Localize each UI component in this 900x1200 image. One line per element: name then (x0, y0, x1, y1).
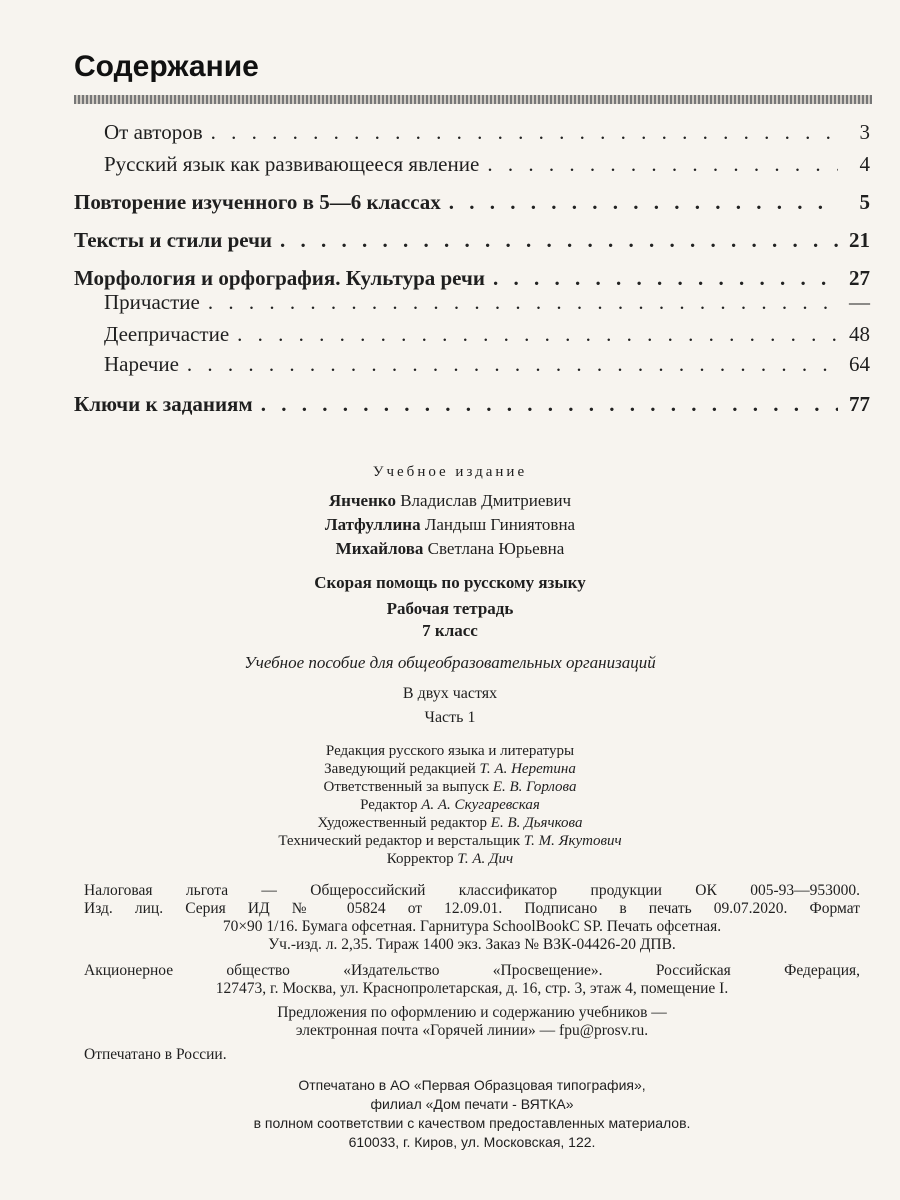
toc-entry (104, 118, 870, 146)
toc-title: Русский язык как развивающееся явление (104, 152, 480, 176)
author-surname: Латфуллина (324, 515, 421, 534)
book-purpose: Учебное пособие для общеобразовательных организаций (244, 653, 656, 672)
printed-in: Отпечатано в России. (84, 1046, 227, 1063)
author-names: Ландыш Гиниятовна (424, 515, 576, 534)
staff-name: Т. А. Неретина (479, 761, 576, 777)
dot-leader (208, 288, 838, 316)
dot-leader (261, 390, 838, 418)
toc-page: 3 (859, 120, 870, 144)
toc-title: Ключи к заданиям (74, 392, 253, 416)
dot-leader (280, 226, 838, 254)
staff-name: Т. М. Якутович (523, 833, 622, 849)
edition-type: Учебное издание (372, 464, 528, 480)
printer-line: 610033, г. Киров, ул. Московская, 122. (348, 1134, 596, 1150)
staff-role: Технический редактор и верстальщик (278, 833, 520, 849)
staff-line (0, 850, 900, 868)
author-names: Светлана Юрьевна (427, 539, 565, 558)
staff-line (0, 742, 900, 760)
toc-title: От авторов (104, 120, 203, 144)
book-title: Скорая помощь по русскому языку (314, 573, 586, 592)
book-parts: В двух частях (402, 685, 498, 702)
author-surname: Янченко (328, 491, 396, 510)
staff-name: Т. А. Дич (457, 851, 514, 867)
book-subtitle: Рабочая тетрадь (386, 599, 514, 618)
dot-leader (237, 320, 838, 348)
tax-line: 70×90 1/16. Бумага офсетная. Гарнитура SchoolBookC SP. Печать офсетная. (222, 918, 722, 935)
staff-name: Е. В. Горлова (492, 779, 577, 795)
staff-line (0, 778, 900, 796)
toc-title: Тексты и стили речи (74, 228, 273, 252)
suggestions-line: электронная почта «Горячей линии» — fpu@prosv.ru. (295, 1022, 649, 1039)
toc-page: 64 (849, 352, 870, 376)
toc-entry (104, 350, 870, 378)
toc-title: Повторение изученного в 5—6 классах (74, 190, 441, 214)
staff-name: А. А. Скугаревская (421, 797, 540, 813)
tax-line: Изд. лиц. Серия ИД № 05824 от 12.09.01. Подписано в печать 09.07.2020. Формат (84, 900, 860, 917)
toc-title: Причастие (104, 290, 200, 314)
toc-title: Деепричастие (104, 322, 230, 346)
author-surname: Михайлова (335, 539, 424, 558)
staff-role: Ответственный за выпуск (323, 779, 490, 795)
staff-line (0, 796, 900, 814)
toc-entry (104, 320, 870, 348)
staff-line (0, 814, 900, 832)
staff-line (0, 832, 900, 850)
staff-name: Е. В. Дьячкова (490, 815, 583, 831)
toc-page: 27 (849, 266, 870, 290)
toc-page: — (849, 290, 870, 314)
toc-title: Морфология и орфография. Культура речи (74, 266, 485, 290)
toc-page: 77 (849, 392, 870, 416)
staff-line (0, 760, 900, 778)
toc-page: 4 (859, 152, 870, 176)
toc-entry (74, 188, 870, 216)
staff-role: Заведующий редакцией (324, 761, 476, 777)
author-names: Владислав Дмитриевич (400, 491, 572, 510)
toc-entry (74, 226, 870, 254)
dot-leader (449, 188, 838, 216)
printer-line: филиал «Дом печати - ВЯТКА» (370, 1096, 574, 1112)
dot-leader (211, 118, 838, 146)
heading-rule (74, 95, 872, 104)
book-grade: 7 класс (422, 621, 478, 640)
staff-role: Корректор (386, 851, 454, 867)
toc-page: 5 (859, 190, 870, 214)
printer-line: Отпечатано в АО «Первая Образцовая типография», (298, 1077, 646, 1093)
tax-line: Налоговая льгота — Общероссийский классификатор продукции ОК 005-93—953000. (84, 882, 860, 899)
toc-page: 21 (849, 228, 870, 252)
staff-role: Редакция русского языка и литературы (325, 743, 575, 759)
toc-entry (104, 150, 870, 178)
staff-role: Редактор (360, 797, 418, 813)
book-part: Часть 1 (424, 709, 476, 726)
dot-leader (487, 150, 838, 178)
printer-line: в полном соответствии с качеством предоставленных материалов. (253, 1115, 691, 1131)
toc-entry (104, 288, 870, 316)
suggestions-block (84, 1004, 860, 1040)
publisher-line: 127473, г. Москва, ул. Краснопролетарская, д. 16, стр. 3, этаж 4, помещение I. (215, 980, 729, 997)
toc-entry (74, 390, 870, 418)
toc-page: 48 (849, 322, 870, 346)
printer-block (84, 1076, 860, 1152)
author (0, 538, 900, 560)
publisher-block (84, 962, 860, 998)
tax-line: Уч.-изд. л. 2,35. Тираж 1400 экз. Заказ № ВЗК-04426-20 ДПВ. (268, 936, 676, 953)
author (0, 514, 900, 536)
suggestions-line: Предложения по оформлению и содержанию учебников — (277, 1004, 667, 1021)
author (0, 490, 900, 512)
staff-role: Художественный редактор (317, 815, 488, 831)
dot-leader (187, 350, 838, 378)
publisher-line: Акционерное общество «Издательство «Просвещение». Российская Федерация, (84, 962, 860, 979)
tax-block (84, 882, 860, 954)
toc-title: Наречие (104, 352, 179, 376)
contents-heading: Содержание (74, 50, 259, 83)
